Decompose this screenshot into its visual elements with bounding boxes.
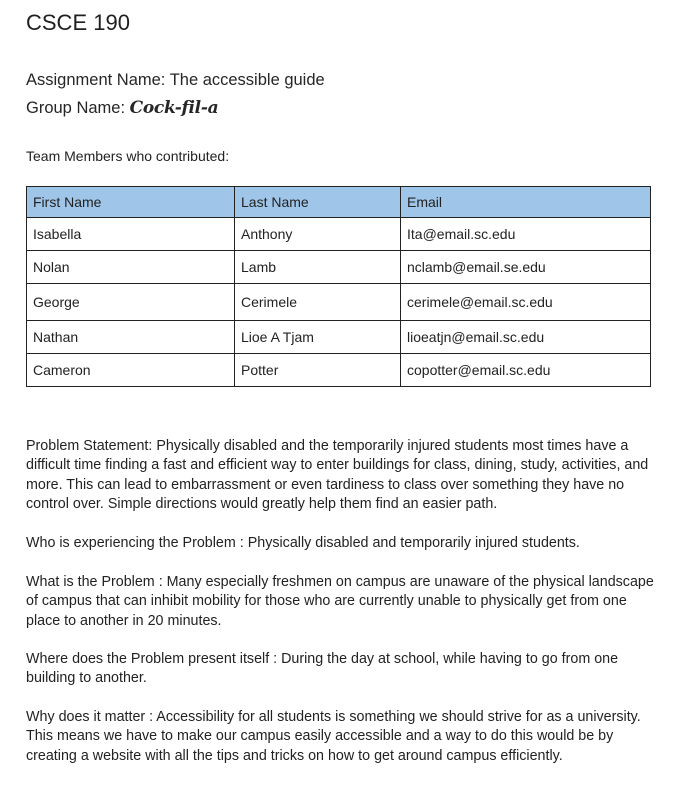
assignment-label: Assignment Name: bbox=[26, 71, 166, 89]
last-name-cell: Potter bbox=[235, 354, 401, 387]
what-paragraph: What is the Problem : Many especially freshmen on campus are unaware of the physical landscape of campus that can inhibit mobility for those who are currently unable to physically get from one place to another in 20 minutes. bbox=[26, 574, 654, 629]
first-name-cell: Cameron bbox=[27, 354, 235, 387]
table-header-row bbox=[27, 187, 651, 218]
problem-statement-paragraph: Problem Statement: Physically disabled and the temporarily injured students most times have a difficult time finding a fast and efficient way to enter buildings for class, dining, study, activities, and more. This can lead to embarrassment or even tardiness to class over something they have no control over. Simple directions would greatly help them find an easier path. bbox=[26, 438, 649, 512]
header-email: Email bbox=[401, 187, 651, 218]
email-cell: copotter@email.sc.edu bbox=[401, 354, 651, 387]
assignment-value: The accessible guide bbox=[169, 71, 325, 89]
table-row bbox=[27, 354, 651, 387]
first-name-cell: Nathan bbox=[27, 321, 235, 354]
why-paragraph: Why does it matter : Accessibility for all students is something we should strive for as a university. This means we have to make our campus easily accessible and a way to do this would be by creating a website with all the tips and tricks on how to get around campus efficiently. bbox=[26, 709, 641, 764]
who-paragraph: Who is experiencing the Problem : Physically disabled and temporarily injured students. bbox=[26, 535, 580, 551]
team-members-table bbox=[26, 186, 651, 387]
first-name-cell: Nolan bbox=[27, 251, 235, 284]
first-name-cell: Isabella bbox=[27, 218, 235, 251]
table-row bbox=[27, 218, 651, 251]
group-value: Cock-fil-a bbox=[129, 98, 219, 118]
email-cell: nclamb@email.se.edu bbox=[401, 251, 651, 284]
header-last-name: Last Name bbox=[235, 187, 401, 218]
last-name-cell: Cerimele bbox=[235, 284, 401, 321]
table-row bbox=[27, 284, 651, 321]
last-name-cell: Lioe A Tjam bbox=[235, 321, 401, 354]
table-row bbox=[27, 321, 651, 354]
email-cell: Ita@email.sc.edu bbox=[401, 218, 651, 251]
email-cell: lioeatjn@email.sc.edu bbox=[401, 321, 651, 354]
first-name-cell: George bbox=[27, 284, 235, 321]
group-label: Group Name: bbox=[26, 99, 126, 117]
assignment-line bbox=[26, 70, 325, 90]
members-label: Team Members who contributed: bbox=[26, 148, 230, 164]
header-first-name: First Name bbox=[27, 187, 235, 218]
table-row bbox=[27, 251, 651, 284]
email-cell: cerimele@email.sc.edu bbox=[401, 284, 651, 321]
last-name-cell: Lamb bbox=[235, 251, 401, 284]
last-name-cell: Anthony bbox=[235, 218, 401, 251]
group-line bbox=[26, 98, 218, 118]
where-paragraph: Where does the Problem present itself : During the day at school, while having to go from one building to another. bbox=[26, 651, 619, 687]
course-title: CSCE 190 bbox=[26, 10, 130, 35]
